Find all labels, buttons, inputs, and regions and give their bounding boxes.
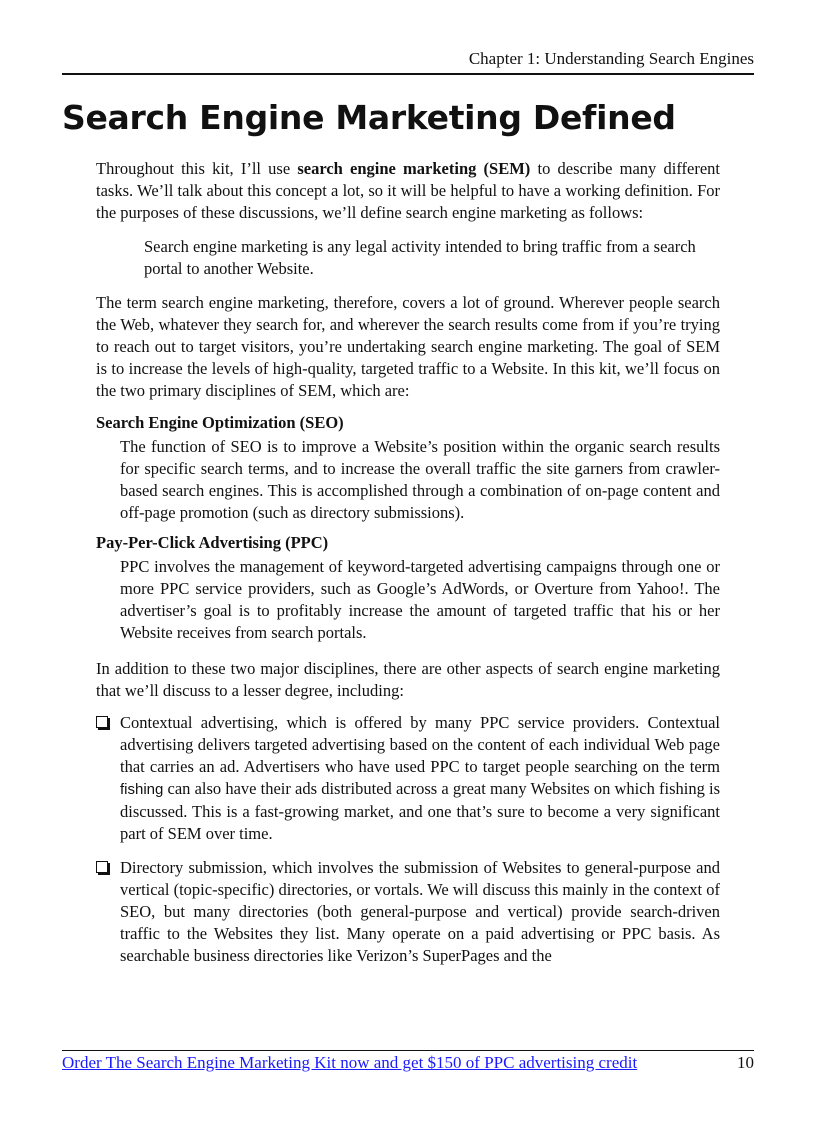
term-heading-seo: Search Engine Optimization (SEO)	[96, 413, 344, 432]
term-body-ppc: PPC involves the management of keyword-targeted advertising campaigns through one or more PPC service providers, such as Google’s AdWords, or Overture from Yahoo!. The advertiser’s goal is to profitably increase the amount of targeted traffic that his or her Website receives from search portals.	[120, 557, 720, 642]
page-title: Search Engine Marketing Defined	[62, 98, 676, 137]
bullet-text-before: Contextual advertising, which is offered by many PPC service providers. Contextual advertising delivers targeted advertising based on the content of each individual Web page that carries an ad. Advertisers who have used PPC to target people searching on the term	[120, 713, 720, 776]
bullet-text-after: can also have their ads distributed across a great many Websites on which fishing is discussed. This is a fast-growing market, and one that’s sure to become a very significant part of SEM over time.	[120, 779, 720, 843]
page-number: 10	[737, 1053, 754, 1072]
intro-text-after: to describe many different tasks. We’ll talk about this concept a lot, so it will be helpful to have a working definition. For the purposes of these discussions, we’ll define search engine marketing as follows:	[96, 159, 720, 222]
body-paragraph-1: The term search engine marketing, therefore, covers a lot of ground. Wherever people search the Web, whatever they search for, and wherever the search results come from if you’re trying to reach out to target visitors, you’re undertaking search engine marketing. The goal of SEM is to increase the levels of high-quality, targeted traffic to a Website. In this kit, we’ll focus on the two primary disciplines of SEM, which are:	[96, 293, 720, 400]
intro-text-before: Throughout this kit, I’ll use	[96, 159, 298, 178]
checkbox-icon	[96, 861, 108, 873]
running-header-title: Chapter 1: Understanding Search Engines	[468, 49, 754, 68]
bullet-term: fishing	[120, 781, 164, 798]
running-header	[62, 48, 754, 75]
intro-paragraph	[96, 158, 720, 224]
term-heading-ppc: Pay-Per-Click Advertising (PPC)	[96, 533, 329, 552]
order-kit-link[interactable]: Order The Search Engine Marketing Kit now and get $150 of PPC advertising credit	[62, 1053, 638, 1072]
definition-quote: Search engine marketing is any legal activity intended to bring traffic from a search portal to another Website.	[144, 237, 696, 278]
body-paragraph-2: In addition to these two major disciplines, there are other aspects of search engine marketing that we’ll discuss to a lesser degree, including:	[96, 659, 720, 700]
page-footer	[62, 1050, 754, 1074]
term-body-seo: The function of SEO is to improve a Website’s position within the organic search results for specific search terms, and to increase the overall traffic the site garners from crawler-based search engines. This is accomplished through a combination of on-page content and off-page promotion (such as directory submissions).	[120, 437, 720, 522]
main-content	[96, 158, 720, 979]
list-item-contextual	[96, 712, 720, 845]
list-item-directory	[96, 857, 720, 967]
bullet-text: Directory submission, which involves the submission of Websites to general-purpose and vertical (topic-specific) directories, or vortals. We will discuss this mainly in the context of SEO, but many directories (both general-purpose and vertical) provide search-driven traffic to the Websites they list. Many operate on a paid advertising or PPC basis. As searchable business directories like Verizon’s SuperPages and the	[120, 858, 720, 965]
checkbox-icon	[96, 716, 108, 728]
sem-term: search engine marketing (SEM)	[297, 159, 531, 178]
